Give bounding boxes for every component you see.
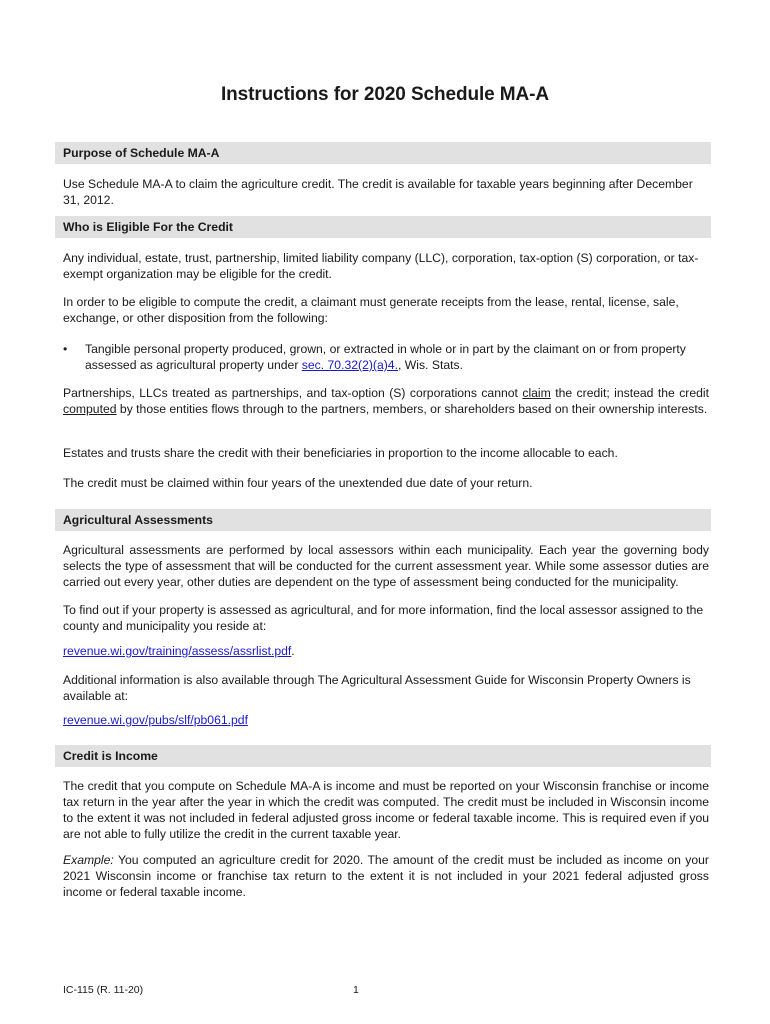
assessments-paragraph-2: To find out if your property is assessed as agricultural, and for more information, find the local assessor assigned to the county and municipality you reside at: (63, 603, 704, 633)
income-paragraph-1: The credit that you compute on Schedule MA-A is income and must be reported on your Wisconsin franchise or income tax return in the year after the year in which the credit was computed. The credit must be included in Wisconsin income to the extent it was not included in federal adjusted gross income or federal taxable income. This is required even if you are not able to fully utilize the credit in the current taxable year. (63, 779, 709, 841)
eligible-paragraph-1: Any individual, estate, trust, partnership, limited liability company (LLC), corporation, tax-option (S) corporation, or tax-exempt organization may be eligible for the credit. (63, 251, 699, 281)
section-heading-purpose: Purpose of Schedule MA-A (55, 142, 711, 164)
eligible-paragraph-4: Estates and trusts share the credit with their beneficiaries in proportion to the income allocable to each. (63, 446, 618, 460)
section-eligible (55, 216, 711, 238)
assessor-list-link[interactable]: revenue.wi.gov/training/assess/assrlist.pdf (63, 644, 292, 658)
p3-text-c: by those entities flows through to the partners, members, or shareholders based on their ownership interests. (116, 402, 708, 416)
section-heading-assessments: Agricultural Assessments (55, 509, 711, 531)
example-label: Example: (63, 853, 114, 867)
guide-link-line (63, 712, 709, 728)
p3-text-a: Partnerships, LLCs treated as partnerships, and tax-option (S) corporations cannot (63, 386, 523, 400)
section-heading-eligible: Who is Eligible For the Credit (55, 216, 711, 238)
page-title: Instructions for 2020 Schedule MA-A (220, 84, 549, 105)
income-example (63, 852, 709, 900)
form-id: IC-115 (R. 11-20) (63, 984, 144, 996)
purpose-text: Use Schedule MA-A to claim the agriculture credit. The credit is available for taxable years beginning after December 31, 2012. (63, 177, 693, 207)
assessments-paragraph-1: Agricultural assessments are performed by local assessors within each municipality. Each year the governing body selects the type of assessment that will be conducted for the current assessment year. While some assessor duties are carried out every year, other duties are dependent on the type of assessment being conducted for the municipality. (63, 543, 709, 589)
eligible-bullet-item (85, 341, 709, 373)
assessments-paragraph-3: Additional information is also available through The Agricultural Assessment Guide for Wisconsin Property Owners is available at: (63, 673, 691, 703)
section-heading-income: Credit is Income (55, 745, 711, 767)
eligible-paragraph-3 (63, 385, 709, 417)
section-income (55, 745, 711, 767)
statute-link[interactable]: sec. 70.32(2)(a)4. (301, 358, 398, 372)
assessor-list-suffix: . (291, 644, 295, 658)
p3-text-b: the credit; instead the credit (550, 386, 709, 400)
eligible-paragraph-5: The credit must be claimed within four years of the unextended due date of your return. (63, 476, 533, 490)
p3-computed-underlined: computed (63, 402, 117, 416)
bullet-text-post: , Wis. Stats. (397, 358, 463, 372)
example-text: You computed an agriculture credit for 2020. The amount of the credit must be included as income on your 2021 Wisconsin income or franchise tax return to the extent it is not included in your 2021 federal adjusted gross income or federal taxable income. (63, 853, 709, 899)
assessor-list-line (63, 643, 709, 659)
p3-claim-underlined: claim (522, 386, 551, 400)
eligible-paragraph-2: In order to be eligible to compute the credit, a claimant must generate receipts from the lease, rental, license, sale, exchange, or other disposition from the following: (63, 295, 679, 325)
assessment-guide-link[interactable]: revenue.wi.gov/pubs/slf/pb061.pdf (63, 713, 248, 727)
section-purpose (55, 142, 711, 164)
page-number: 1 (353, 984, 359, 996)
bullet-marker: • (63, 342, 68, 356)
bullet-text-pre: Tangible personal property produced, grown, or extracted in whole or in part by the claimant on or from property assessed as agricultural property under (85, 342, 686, 372)
section-assessments (55, 509, 711, 531)
